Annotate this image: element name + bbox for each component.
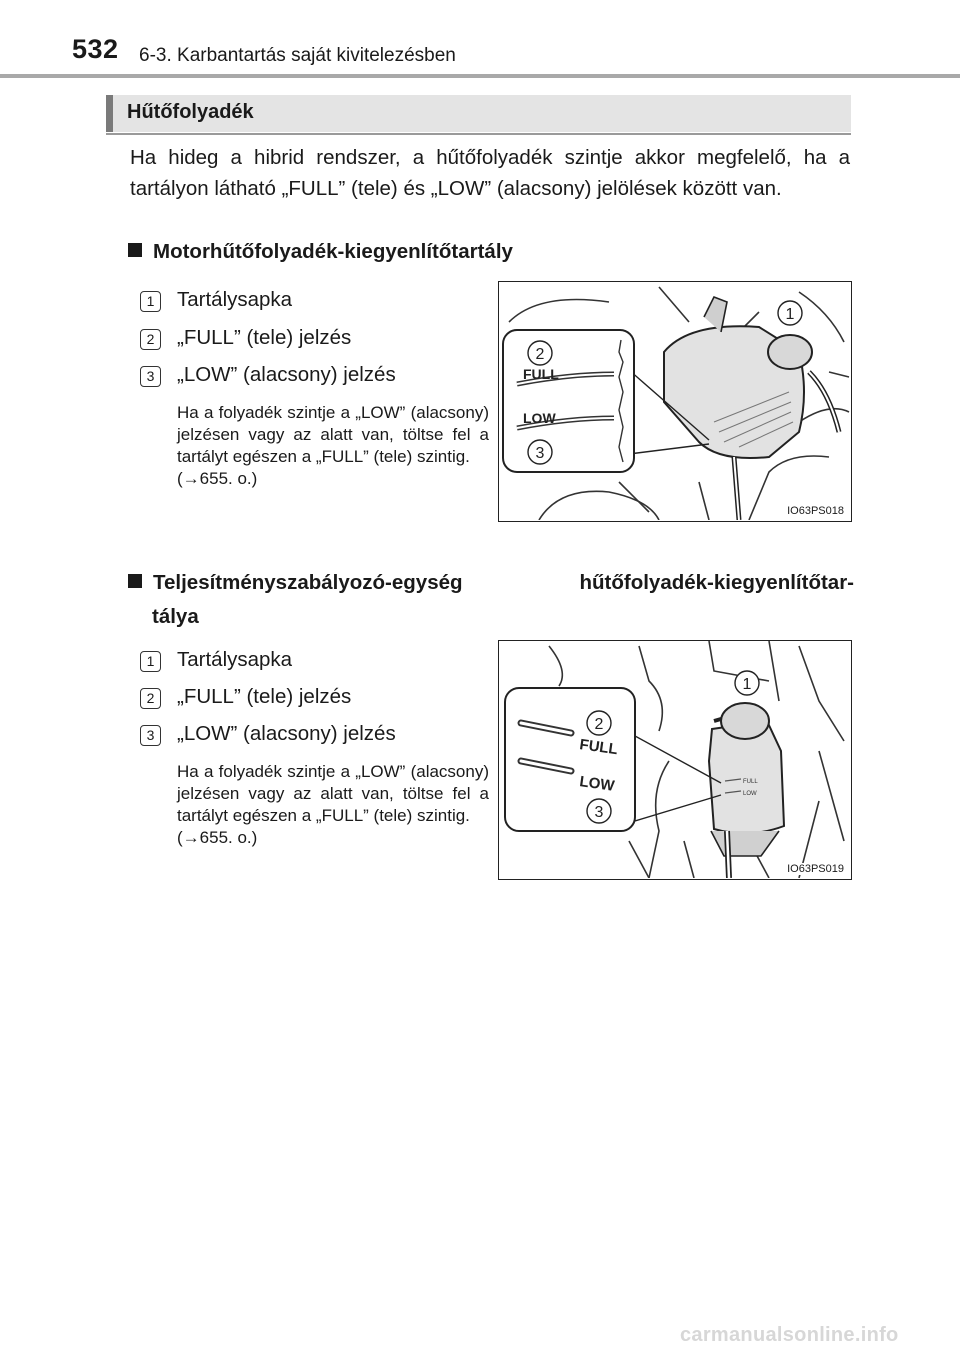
reservoir-cap-shape: [768, 335, 812, 369]
item-label: „FULL” (tele) jelzés: [177, 685, 352, 708]
callout-2: [587, 711, 611, 735]
engine-reservoir-illustration: [498, 281, 852, 522]
tank-full-mark: FULL: [743, 779, 758, 785]
refill-note: [177, 761, 489, 849]
svg-text:1: 1: [742, 676, 752, 693]
callout-3: [587, 799, 611, 823]
figure-code: IO63PS018: [787, 505, 844, 517]
item-number-badge: 3: [140, 725, 161, 746]
full-mark-label: FULL: [578, 736, 619, 759]
section-title: Hűtőfolyadék: [127, 101, 254, 123]
leader-line: [635, 736, 721, 783]
item-number-badge: 2: [140, 688, 161, 709]
square-bullet-icon: [128, 243, 142, 257]
header-divider: [0, 74, 960, 78]
svg-text:3: 3: [594, 804, 604, 821]
pcu-cap-shape: [721, 703, 769, 739]
pcu-reservoir-illustration: [498, 640, 852, 880]
section-title-bar: [106, 95, 851, 132]
item-number-badge: 3: [140, 366, 161, 387]
low-mark-label: LOW: [523, 410, 556, 426]
full-mark-label: FULL: [523, 366, 559, 382]
pcu-reservoir-drawing: [499, 641, 850, 878]
svg-text:2: 2: [594, 716, 604, 733]
item-number-badge: 1: [140, 651, 161, 672]
item-label: „LOW” (alacsony) jelzés: [177, 363, 396, 386]
leader-line: [635, 795, 721, 821]
section-title-underline: [106, 133, 851, 135]
item-label: Tartálysapka: [177, 648, 293, 671]
note-text: Ha a folyadék szintje a „LOW” (alacsony) jelzésen vagy az alatt van, töltse fel a tartályt egészen a „FULL” (tele) szintig.: [177, 403, 489, 466]
subheading-text: tálya: [152, 605, 199, 628]
page-number: 532: [72, 34, 119, 64]
item-number-badge: 2: [140, 329, 161, 350]
callout-3: [528, 440, 552, 464]
note-text: Ha a folyadék szintje a „LOW” (alacsony) jelzésen vagy az alatt van, töltse fel a tartályt egészen a „FULL” (tele) szintig.: [177, 762, 489, 825]
item-number-badge: 1: [140, 291, 161, 312]
svg-text:1: 1: [785, 306, 795, 323]
callout-1: [735, 671, 759, 695]
subheading-text: Motorhűtőfolyadék-kiegyenlítőtartály: [153, 240, 513, 263]
refill-note: [177, 402, 489, 490]
square-bullet-icon: [128, 574, 142, 588]
subheading-text: Teljesítményszabályozó-egység: [153, 571, 463, 594]
figure-code: IO63PS019: [787, 863, 844, 875]
engine-reservoir-drawing: [499, 282, 850, 520]
chapter-title: 6-3. Karbantartás saját kivitelezésben: [139, 45, 456, 66]
item-label: „LOW” (alacsony) jelzés: [177, 722, 396, 745]
svg-text:2: 2: [535, 346, 545, 363]
tank-low-mark: LOW: [743, 791, 757, 797]
low-mark-label: LOW: [578, 773, 616, 795]
page-reference: (→655. o.): [177, 469, 258, 488]
item-label: „FULL” (tele) jelzés: [177, 326, 352, 349]
subheading-text: hűtőfolyadék-kiegyenlítőtar-: [579, 571, 854, 594]
page-header: [0, 0, 960, 78]
zoom-inset-frame: [503, 330, 634, 472]
callout-1: [778, 301, 802, 325]
intro-paragraph: Ha hideg a hibrid rendszer, a hűtőfolyadék szintje akkor megfelelő, ha a tartályon látható „FULL” (tele) és „LOW” (alacsony) jelölések között van.: [130, 146, 850, 200]
leader-line: [629, 444, 709, 454]
subheading-pcu-coolant-reservoir: [128, 567, 854, 632]
callout-2: [528, 341, 552, 365]
svg-text:3: 3: [535, 445, 545, 462]
pcu-tank-shape: [709, 721, 784, 878]
item-label: Tartálysapka: [177, 288, 293, 311]
page-reference: (→655. o.): [177, 828, 258, 847]
footer-watermark: carmanualsonline.info: [680, 1324, 899, 1346]
subheading-engine-coolant-reservoir: [128, 236, 513, 267]
